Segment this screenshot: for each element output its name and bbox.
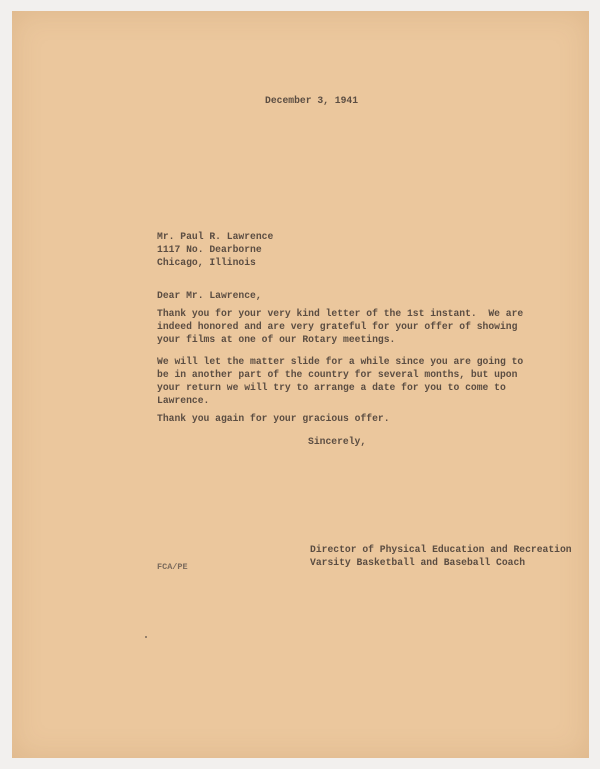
paragraph-1-line: Thank you for your very kind letter of the 1st instant. We are <box>157 308 524 319</box>
paragraph-1-line: indeed honored and are very grateful for your offer of showing <box>157 321 518 332</box>
typist-initials: FCA/PE <box>157 562 188 572</box>
address-line-2: 1117 No. Dearborne <box>157 244 262 255</box>
signature-title-2: Varsity Basketball and Baseball Coach <box>310 557 526 568</box>
salutation: Dear Mr. Lawrence, <box>157 290 262 301</box>
paragraph-1-line: your films at one of our Rotary meetings. <box>157 334 396 345</box>
paragraph-2-line: your return we will try to arrange a date for you to come to <box>157 382 506 393</box>
signature-title-1: Director of Physical Education and Recreation <box>310 544 572 555</box>
paragraph-2-line: We will let the matter slide for a while since you are going to <box>157 356 524 367</box>
closing: Sincerely, <box>308 436 367 447</box>
address-line-3: Chicago, Illinois <box>157 257 256 268</box>
ink-speck <box>145 636 147 638</box>
paragraph-2-line: Lawrence. <box>157 395 210 406</box>
paragraph-3: Thank you again for your gracious offer. <box>157 413 390 424</box>
address-line-1: Mr. Paul R. Lawrence <box>157 231 274 242</box>
paragraph-2-line: be in another part of the country for several months, but upon <box>157 369 518 380</box>
letter-date: December 3, 1941 <box>265 95 359 106</box>
